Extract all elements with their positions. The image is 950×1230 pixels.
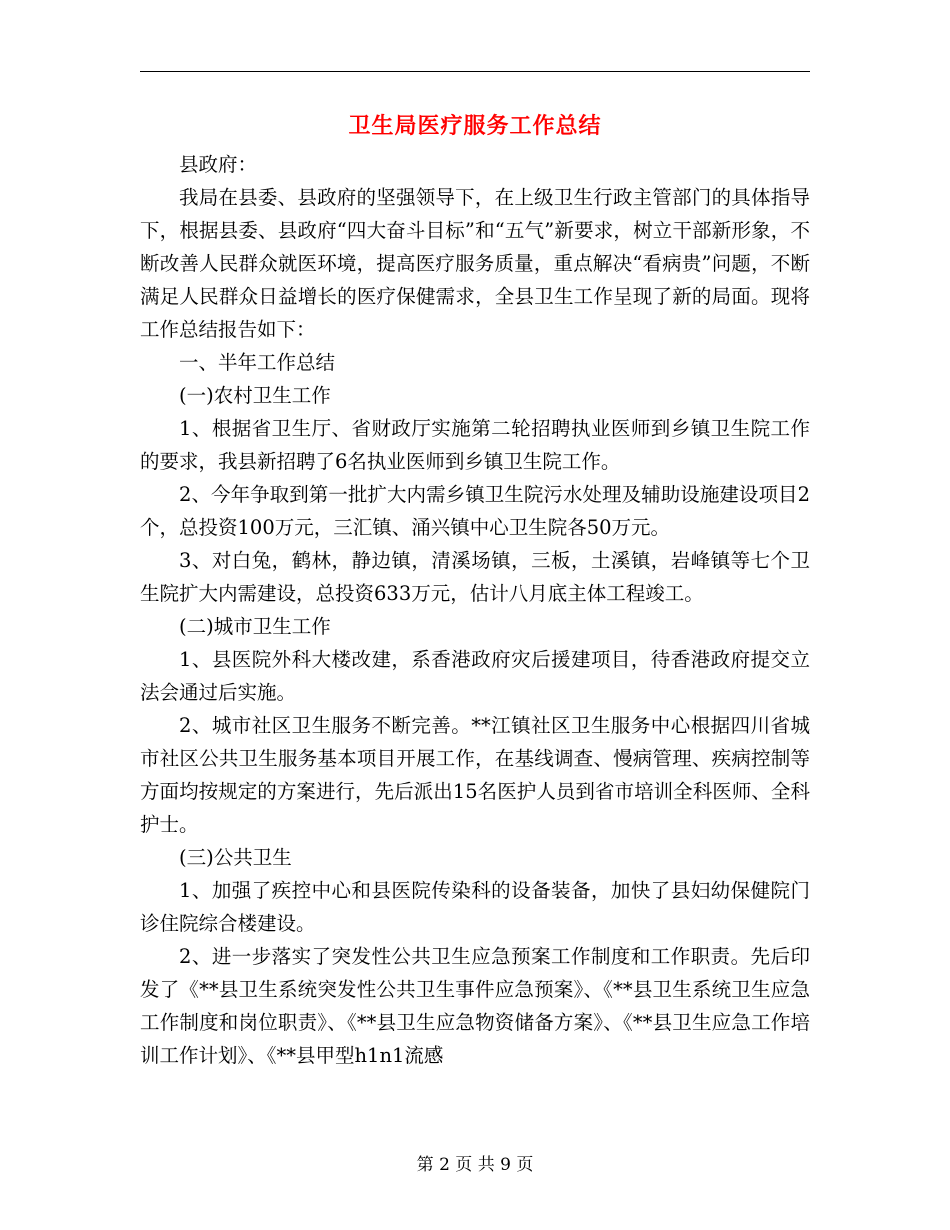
section-heading: 一、半年工作总结 bbox=[179, 351, 336, 374]
subsection-heading: (一)农村卫生工作 bbox=[179, 384, 331, 407]
salutation: 县政府： bbox=[179, 153, 258, 176]
body-paragraph: 2、进一步落实了突发性公共卫生应急预案工作制度和工作职责。先后印发了《**县卫生系统突发性公共卫生事件应急预案》、《**县卫生系统卫生应急工作制度和岗位职责》、《**县卫生应急物资储备方案》、《**县卫生应急工作培训工作计划》、《**县甲型h1n1流感 bbox=[140, 945, 810, 1067]
header-rule bbox=[140, 71, 810, 72]
subsection-heading: (三)公共卫生 bbox=[179, 846, 292, 869]
page-number: 第 2 页 共 9 页 bbox=[416, 1155, 534, 1175]
body-paragraph: 3、对白兔，鹤林，静边镇，清溪场镇，三板，土溪镇，岩峰镇等七个卫生院扩大内需建设，总投资633万元，估计八月底主体工程竣工。 bbox=[140, 549, 810, 605]
document-body bbox=[140, 148, 810, 1072]
subsection-heading: (二)城市卫生工作 bbox=[179, 615, 331, 638]
body-paragraph: 1、根据省卫生厅、省财政厅实施第二轮招聘执业医师到乡镇卫生院工作的要求，我县新招聘了6名执业医师到乡镇卫生院工作。 bbox=[140, 417, 810, 473]
body-paragraph: 2、城市社区卫生服务不断完善。**江镇社区卫生服务中心根据四川省城市社区公共卫生服务基本项目开展工作，在基线调查、慢病管理、疾病控制等方面均按规定的方案进行，先后派出15名医护人员到省市培训全科医师、全科护士。 bbox=[140, 714, 810, 836]
body-paragraph: 2、今年争取到第一批扩大内需乡镇卫生院污水处理及辅助设施建设项目2个，总投资100万元，三汇镇、涌兴镇中心卫生院各50万元。 bbox=[140, 483, 810, 539]
body-paragraph: 1、加强了疾控中心和县医院传染科的设备装备，加快了县妇幼保健院门诊住院综合楼建设。 bbox=[140, 879, 810, 935]
body-paragraph: 1、县医院外科大楼改建，系香港政府灾后援建项目，待香港政府提交立法会通过后实施。 bbox=[140, 648, 810, 704]
document-title: 卫生局医疗服务工作总结 bbox=[348, 113, 602, 139]
intro-paragraph: 我局在县委、县政府的坚强领导下，在上级卫生行政主管部门的具体指导下，根据县委、县政府“四大奋斗目标”和“五气”新要求，树立干部新形象，不断改善人民群众就医环境，提高医疗服务质量，重点解决“看病贵”问题，不断满足人民群众日益增长的医疗保健需求，全县卫生工作呈现了新的局面。现将工作总结报告如下： bbox=[140, 186, 810, 341]
